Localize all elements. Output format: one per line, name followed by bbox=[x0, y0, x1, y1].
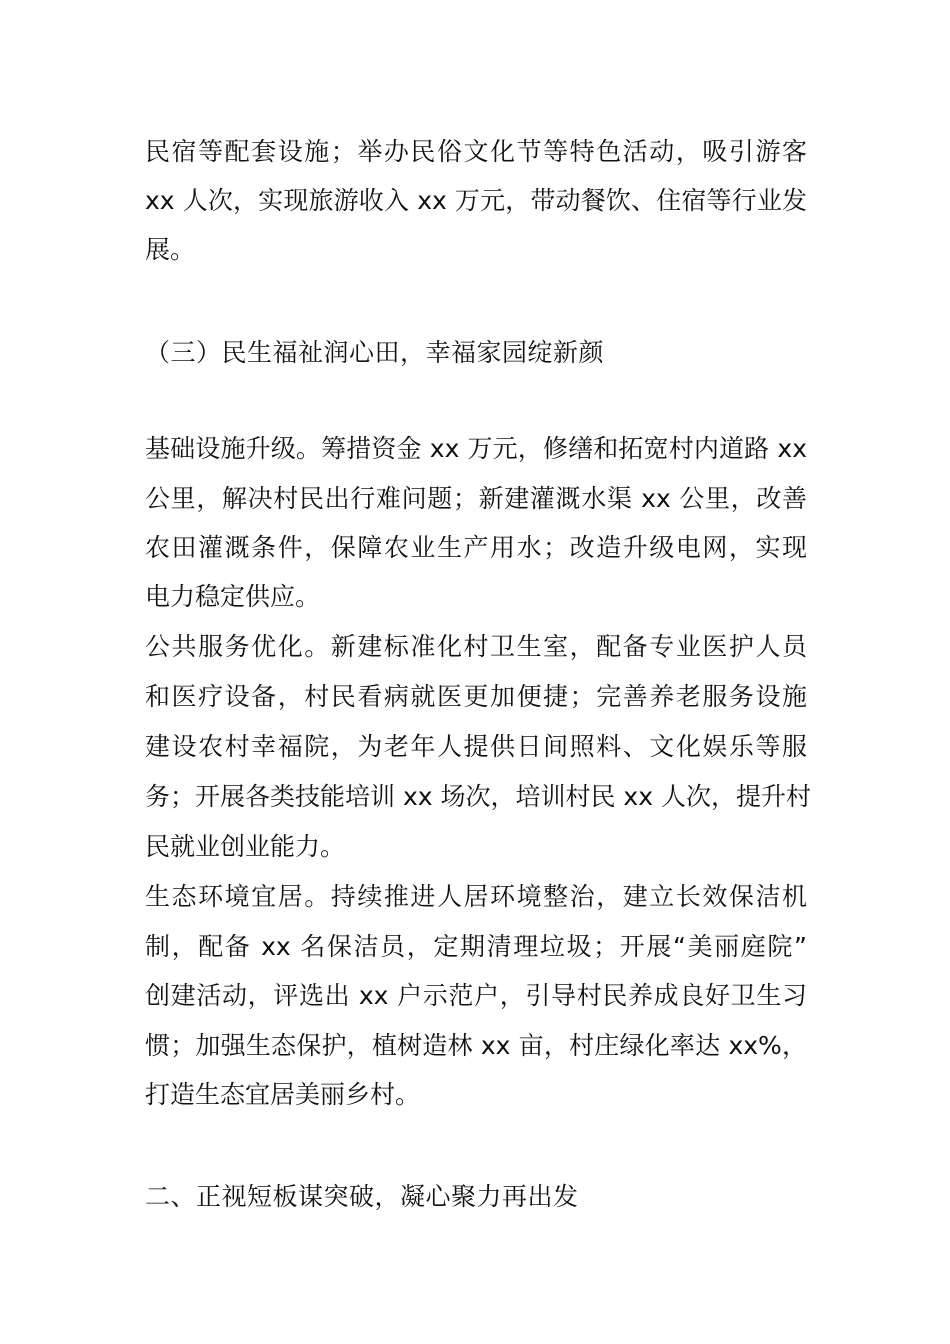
text-line: 电力稳定供应。 bbox=[145, 582, 321, 611]
text-line: xx 人次，实现旅游收入 xx 万元，带动餐饮、住宿等行业发 bbox=[145, 186, 807, 215]
text-line: 生态环境宜居。持续推进人居环境整治，建立长效保洁机 bbox=[145, 882, 807, 911]
text-line: 制，配备 xx 名保洁员，定期清理垃圾；开展“美丽庭院” bbox=[145, 932, 807, 961]
text-line: 公里，解决村民出行难问题；新建灌溉水渠 xx 公里，改善 bbox=[145, 484, 807, 513]
text-line: 农田灌溉条件，保障农业生产用水；改造升级电网，实现 bbox=[145, 533, 807, 562]
section-heading-2: 二、正视短板谋突破，凝心聚力再出发 bbox=[145, 1182, 579, 1211]
text-line: 和医疗设备，村民看病就医更加便捷；完善养老服务设施 bbox=[145, 682, 807, 711]
text-line: 创建活动，评选出 xx 户示范户，引导村民养成良好卫生习 bbox=[145, 981, 807, 1010]
text-line: 展。 bbox=[145, 235, 196, 264]
text-line: 惯；加强生态保护，植树造林 xx 亩，村庄绿化率达 xx%， bbox=[145, 1031, 807, 1060]
text-line: 务；开展各类技能培训 xx 场次，培训村民 xx 人次，提升村 bbox=[145, 782, 811, 811]
text-line: 民宿等配套设施；举办民俗文化节等特色活动，吸引游客 bbox=[145, 137, 807, 166]
section-heading-3: （三）民生福祉润心田，幸福家园绽新颜 bbox=[145, 338, 605, 367]
text-line: 建设农村幸福院，为老年人提供日间照料、文化娱乐等服 bbox=[145, 732, 807, 761]
text-line: 基础设施升级。筹措资金 xx 万元，修缮和拓宽村内道路 xx bbox=[145, 434, 807, 463]
text-line: 公共服务优化。新建标准化村卫生室，配备专业医护人员 bbox=[145, 632, 807, 661]
text-line: 打造生态宜居美丽乡村。 bbox=[145, 1080, 421, 1109]
text-line: 民就业创业能力。 bbox=[145, 832, 346, 861]
